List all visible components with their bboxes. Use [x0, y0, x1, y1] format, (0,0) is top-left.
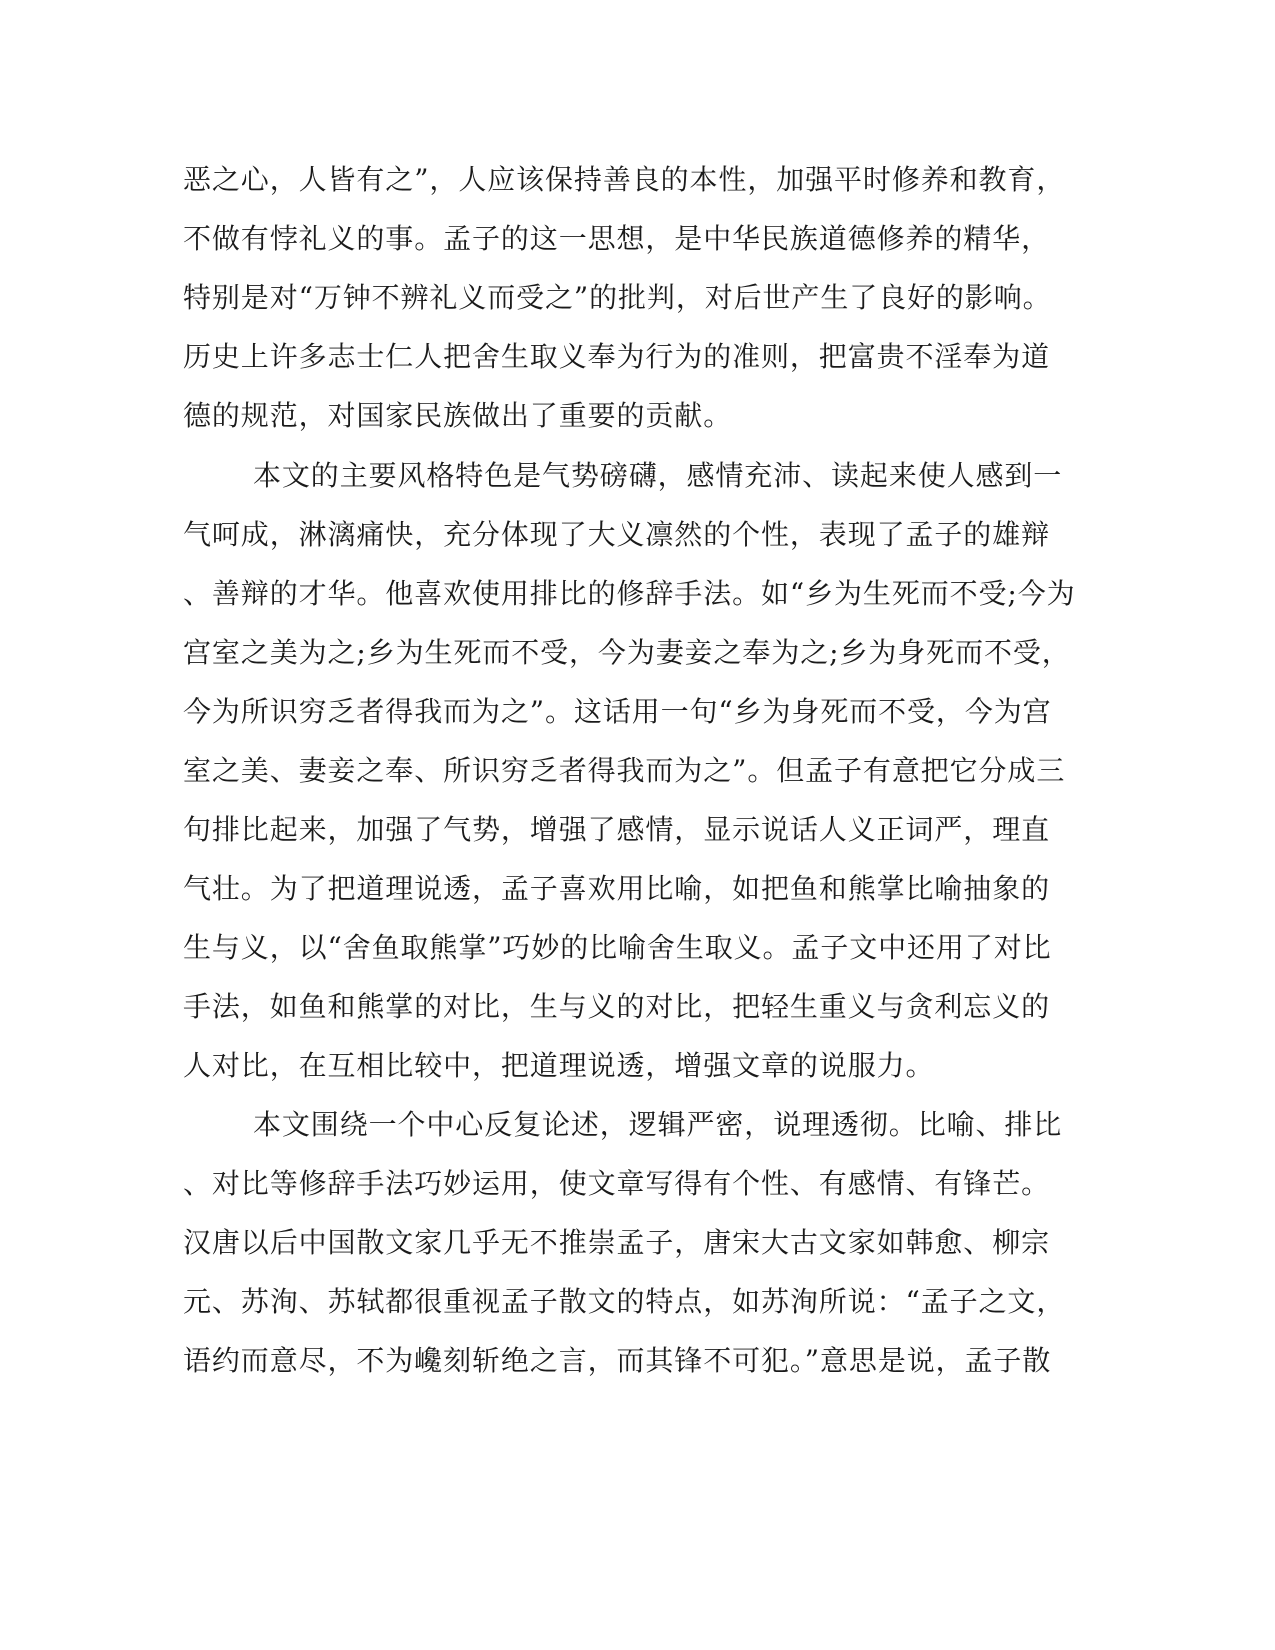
- text-line: 元、苏洵、苏轼都很重视孟子散文的特点，如苏洵所说：“孟子之文，: [183, 1285, 1066, 1318]
- text-line: 句排比起来，加强了气势，增强了感情，显示说话人义正词严，理直: [183, 813, 1051, 846]
- text-line: 历史上许多志士仁人把舍生取义奉为行为的准则，把富贵不淫奉为道: [183, 340, 1051, 373]
- text-line: 室之美、妻妾之奉、所识穷乏者得我而为之”。但孟子有意把它分成三: [183, 754, 1066, 787]
- text-line: 汉唐以后中国散文家几乎无不推崇孟子，唐宋大古文家如韩愈、柳宗: [183, 1226, 1051, 1259]
- text-line: 生与义，以“舍鱼取熊掌”巧妙的比喻舍生取义。孟子文中还用了对比: [183, 931, 1052, 964]
- text-line: 特别是对“万钟不辨礼义而受之”的批判，对后世产生了良好的影响。: [183, 281, 1052, 314]
- text-line: 人对比，在互相比较中，把道理说透，增强文章的说服力。: [183, 1049, 935, 1082]
- text-line: 恶之心，人皆有之”，人应该保持善良的本性，加强平时修养和教育，: [183, 163, 1066, 196]
- text-line: 、对比等修辞手法巧妙运用，使文章写得有个性、有感情、有锋芒。: [183, 1167, 1051, 1200]
- paragraph-start-line: 本文围绕一个中心反复论述，逻辑严密，说理透彻。比喻、排比: [253, 1108, 1063, 1141]
- text-line: 德的规范，对国家民族做出了重要的贡献。: [183, 399, 733, 432]
- text-line: 今为所识穷乏者得我而为之”。这话用一句“乡为身死而不受，今为宫: [183, 695, 1052, 728]
- text-line: 宫室之美为之;乡为生死而不受，今为妻妾之奉为之;乡为身死而不受，: [183, 636, 1071, 669]
- text-line: 气呵成，淋漓痛快，充分体现了大义凛然的个性，表现了孟子的雄辩: [183, 518, 1051, 551]
- text-line: 气壮。为了把道理说透，孟子喜欢用比喻，如把鱼和熊掌比喻抽象的: [183, 872, 1051, 905]
- text-line: 不做有悖礼义的事。孟子的这一思想，是中华民族道德修养的精华，: [183, 222, 1051, 255]
- text-line: 、善辩的才华。他喜欢使用排比的修辞手法。如“乡为生死而不受;今为: [183, 577, 1076, 610]
- text-line: 手法，如鱼和熊掌的对比，生与义的对比，把轻生重义与贪利忘义的: [183, 990, 1051, 1023]
- text-line: 语约而意尽，不为巉刻斩绝之言，而其锋不可犯。”意思是说，孟子散: [183, 1344, 1052, 1377]
- paragraph-start-line: 本文的主要风格特色是气势磅礴，感情充沛、读起来使人感到一: [253, 459, 1063, 492]
